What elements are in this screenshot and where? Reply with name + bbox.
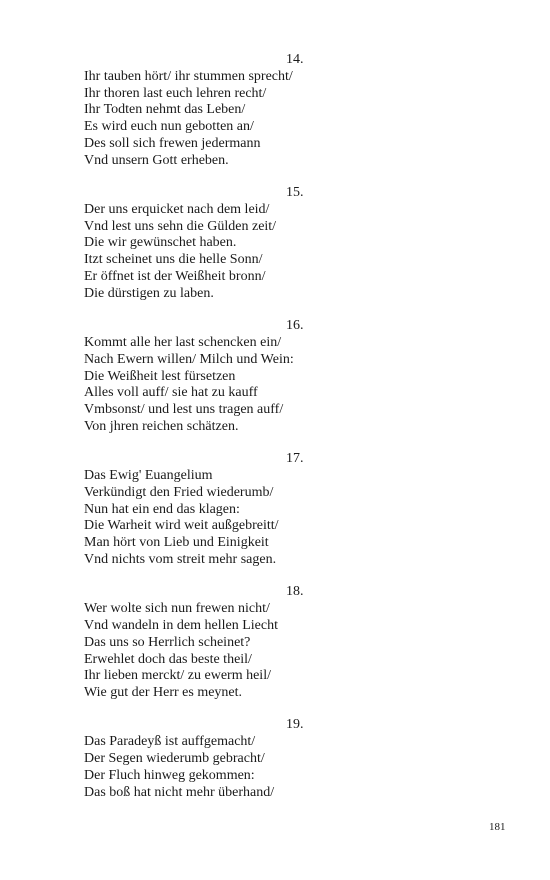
poem-body	[84, 52, 504, 817]
verse-line: Von jhren reichen schätzen.	[84, 418, 239, 434]
verse-line: Der Fluch hinweg gekommen:	[84, 767, 255, 783]
stanza-15	[84, 185, 504, 303]
stanza-16	[84, 318, 504, 436]
verse-line: Der Segen wiederumb gebracht/	[84, 750, 265, 766]
stanza-17	[84, 451, 504, 569]
verse-line: Das Paradeyß ist auffgemacht/	[84, 734, 256, 750]
verse-line: Nun hat ein end das klagen:	[84, 501, 240, 517]
verse-line: Verkündigt den Fried wiederumb/	[84, 484, 274, 500]
verse-line: Das uns so Herrlich scheinet?	[84, 634, 251, 650]
stanza-number: 18.	[286, 584, 304, 600]
verse-line: Die Warheit wird weit außgebreitt/	[84, 518, 279, 534]
page-number: 181	[489, 821, 506, 833]
stanza-number: 16.	[286, 318, 304, 334]
verse-line: Das boß hat nicht mehr überhand/	[84, 784, 275, 800]
verse-line: Erwehlet doch das beste theil/	[84, 651, 252, 667]
verse-line: Vnd lest uns sehn die Gülden zeit/	[84, 218, 277, 234]
verse-line: Es wird euch nun gebotten an/	[84, 119, 254, 135]
stanza-14	[84, 52, 504, 170]
verse-line: Wer wolte sich nun frewen nicht/	[84, 601, 270, 617]
stanza-number: 15.	[286, 185, 304, 201]
verse-line: Des soll sich frewen jedermann	[84, 135, 261, 151]
verse-line: Alles voll auff/ sie hat zu kauff	[84, 385, 258, 401]
verse-line: Vmbsonst/ und lest uns tragen auff/	[84, 402, 284, 418]
verse-line: Das Ewig' Euangelium	[84, 468, 213, 484]
verse-line: Der uns erquicket nach dem leid/	[84, 201, 270, 217]
stanza-number: 14.	[286, 52, 304, 67]
verse-line: Vnd unsern Gott erheben.	[84, 152, 229, 168]
verse-line: Ihr thoren last euch lehren recht/	[84, 85, 267, 101]
verse-line: Die dürstigen zu laben.	[84, 285, 214, 301]
verse-line: Man hört von Lieb und Einigkeit	[84, 535, 269, 551]
verse-line: Ihr tauben hört/ ihr stummen sprecht/	[84, 68, 293, 84]
stanza-number: 19.	[286, 717, 304, 733]
verse-line: Vnd wandeln in dem hellen Liecht	[84, 617, 278, 633]
stanza-19	[84, 717, 504, 801]
verse-line: Itzt scheinet uns die helle Sonn/	[84, 252, 263, 268]
verse-line: Die Weißheit lest fürsetzen	[84, 368, 236, 384]
verse-line: Ihr lieben merckt/ zu ewerm heil/	[84, 668, 271, 684]
verse-line: Er öffnet ist der Weißheit bronn/	[84, 269, 266, 285]
verse-line: Die wir gewünschet haben.	[84, 235, 237, 251]
verse-line: Nach Ewern willen/ Milch und Wein:	[84, 351, 294, 367]
verse-line: Kommt alle her last schencken ein/	[84, 334, 282, 350]
verse-line: Ihr Todten nehmt das Leben/	[84, 102, 246, 118]
verse-line: Wie gut der Herr es meynet.	[84, 685, 243, 701]
verse-line: Vnd nichts vom streit mehr sagen.	[84, 552, 277, 568]
stanza-number: 17.	[286, 451, 304, 467]
stanza-18	[84, 584, 504, 702]
